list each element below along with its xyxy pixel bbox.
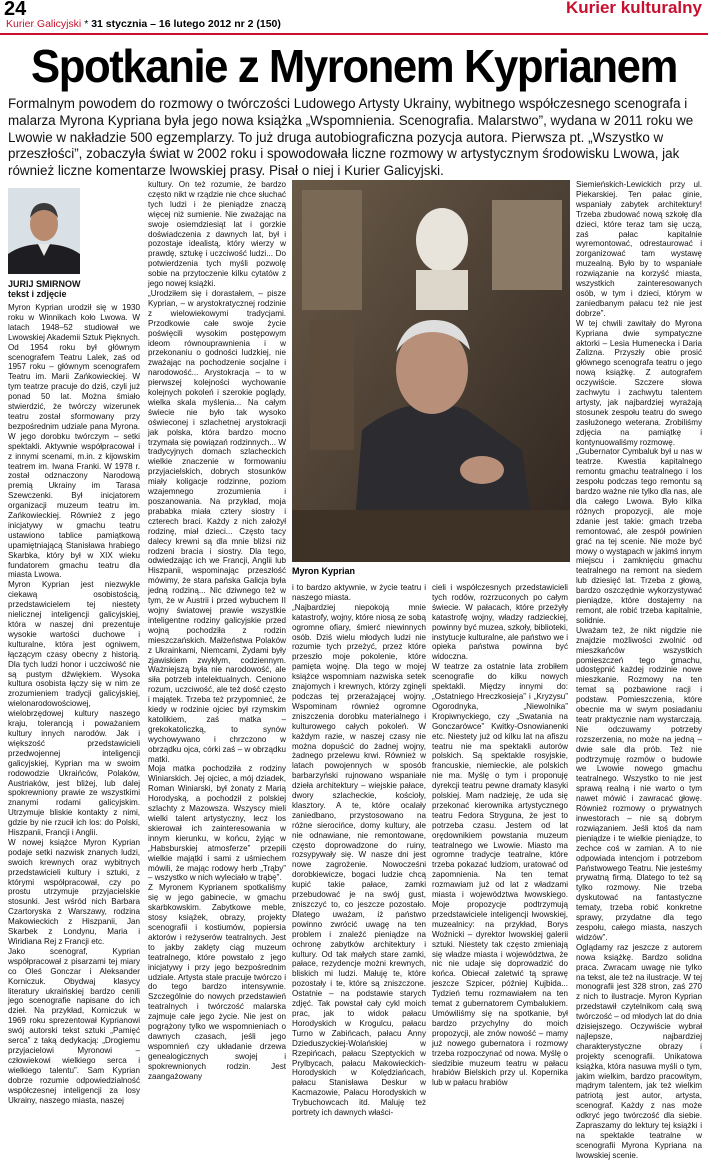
article-column-2 bbox=[148, 180, 286, 1098]
section-name: Kurier kulturalny bbox=[565, 0, 702, 17]
photo-caption: Myron Kyprian bbox=[292, 566, 356, 576]
article-lead: Formalnym powodem do rozmowy o twórczości Ludowego Artysty Ukrainy, wybitnego współczesnego scenografa i malarza Myrona Kypriana była jego nowa książka „Wspomnienia. Scenografia. Malarstwo”, wydana w 2011 roku we Lwowie w nakładzie 500 egzemplarzy. To już druga autobiograficzna pozycja autora. Pierwsza pt. „Wszystko w przeszłości”, zobaczyła świat w 2002 roku i spowodowała liczne rozmowy w artystycznym środowisku Lwowa, jak również liczne komentarze lwowskiej prasy. Pisał o niej i Kurier Galicyjski. bbox=[8, 96, 694, 179]
column-5-text: Siemieńskich-Lewickich przy ul. Piekarskiej. Ten pałac ginie, wspaniały zabytek architektury! Trzeba zbudować nową szkołę dla dzieci, które teraz tam się uczą, zaś pałac kapitalnie wyremontować, odrestaurować i zorganizować tam wystawę muzealną. Było by to wspaniałe rozwiązanie na korzyść miasta, wszystkich zainteresowanych osób, w tym i dzieci, którym w zaniedbanym pałacu też nie jest dobrze”. W tej chwili zawitały do Myrona Kypriana dwie sympatyczne aktorki – Lesia Humenecka i Daria Zalizna. Przyszły obie prosić głównego scenografa teatru o jego nową książkę. Z autografem oczywiście. Szczere słowa zachwytu i zachwytu talentem artysty, jak najbardziej wyrażają stosunek zespołu teatru do swego zasłużonego weterana. Zrobiliśmy zdjęcia na pamiątkę i kontynuowaliśmy rozmowę. „Gubernator Cymbaluk był u nas w teatrze. Kwestia kapitalnego remontu gmachu teatralnego i los zespołu podczas tego remontu są bardzo ważne nie tylko dla nas, ale dla całego Lwowa. Było kilka różnych propozycji, ale moje zdanie jest takie: gmach trzeba remontować, ale zespół powinien grać na tej scenie. Nie może być mowy o wystąpach w jakimś innym miejscu i zamknięciu gmachu teatralnego na remont na siedem lub dziesięć lat. Trzeba z głową, bardzo oszczędnie wykorzystywać pieniądze, które dostajemy na remont, ale robić trzeba kapitalnie, solidnie. Uważam też, że nikt nigdzie nie znajdzie możliwości zwolnić od mieszkańców wszystkich pomieszczeń tego gmachu, udostępnić każdej rodzinie nowe mieszkanie. Rozmowy na ten temat są pozbawione racji i podstaw. Pomieszczenia, które obecnie ma w swym posiadaniu teatr praktycznie nam wystarczają. Nie odczuwamy potrzeby rozszerzenia, no może na jedną – dwie sale dla prób. Też nie podtrzymuję rozmów o budowie we Lwowie nowego gmachu teatralnego. Wszystko to nie jest sprawą realną i nie warto o tym nawet mówić i zawracać głowę. Również rozmowy o prywatnych inwestorach – nie są dobrym rozwiązaniem. Jeśli ktoś da nam pieniądze i te wielkie pieniądze, to zechce coś w zamian. A to nie odpowiada intencjom i potrzebom Państwowego Teatru. Nie jesteśmy prywatną firmą. Dlatego to też są tylko rozmowy. Nie trzeba dyskutować na fantastyczne tematy, trzeba robić konkretne sprawy, przydatne dla tego zespołu, całego miasta, naszych widzów”. Oglądamy raz jeszcze z autorem nowa książkę. Bardzo solidna praca. Zwracam uwagę nie tylko na tekst, ale też na ilustracje. W tej monografii jest 328 stron, zaś 270 z nich to ilustracje. Myron Kyprian przedstawił czytelnikom całą swą twórczość – od młodych lat do dnia dzisiejszego. Oczywiście wybrał najlepsze, najbardziej charakterystyczne obrazy i projekty scenografii. Unikatowa książka, która nasuwa myśli o tym, jakim wielkim, bardzo pracowitym, mądrym talentem, jak też wielkim patriotą jest autor, artysta, scenograf. Każdy z nas może odkryć jego twórczość dla siebie. Zapraszamy do lektury tej książki i na spektakle teatralne w scenografii Myrona Kypriana na lwowskiej scenie. bbox=[576, 180, 702, 1160]
author-role: tekst i zdjęcie bbox=[8, 289, 67, 299]
header-rule bbox=[0, 33, 708, 35]
article-column-4 bbox=[432, 583, 568, 1098]
column-4-text: cieli i współczesnych przedstawicieli tych rodów, rozrzuconych po całym świecie. W pałacach, które przeżyły katastrofę wojny, władzy radzieckiej, powinny być muzea, szkoły, biblioteki, instytucje kulturalne, ale państwo we i opieka państwa powinna być widoczna. W teatrze za ostatnie lata zrobiłem scenografie do kilku nowych spektakli. Między innymi do: „Ostatniego Hreczkosieja” i „Kryzysu” Ogorodnyka, „Niewolnika” Kropiwnyckiego, czy „Swatania na Gonczarówce” Kwitky-Osnowianenki etc. Niestety już od kilku lat na afiszu teatru nie ma spektakli autorów polskich. Są spektakle rosyjskie, francuskie, niemieckie, ale polskich nie ma. Myślę o tym i proponuję dyrekcji teatru pewne dramaty klasyki polskiej. Mam nadzieję, że uda się przekonać kierownika artystycznego teatru Fedora Strygunа, że jest to potrzeba czasu. Jestem od lat orędownikiem powstania muzeum teatralnego we Lwowie. Miasto ma ogromne tradycje teatralne, które trzeba pokazać ludziom, uratować od zapomnienia. Na ten temat rozmawiam już od lat z władzami miasta i województwa lwowskiego. Moje propozycje podtrzymują przedstawiciele inteligencji lwowskiej, muzealnicy: na przykład, Borys Woźnicki – dyrektor lwowskiej galerii sztuki. Niestety tak często zmieniają się władze miasta i województwa, że nic nie udaje się doprowadzić do końca. Obiecał zaletwić tą sprawę jeszcze Szpicer, później Kujbida... Tydzień temu rozmawiałem na ten temat z gubernatorem Cymbalukiem. Umówiliśmy się na spotkanie, był bardzo przychylny do moich propozycji, ale znów nowość – mamy już nowego gubernatora i rozmowy trzeba rozpoczynać od nowa. Myślę o siedzibie muzeum teatru w pałacu hrabiów Bielskich przy ul. Kopernika lub w pałacu hrabiów bbox=[432, 583, 568, 1088]
column-3-text: i to bardzo aktywnie, w życie teatru i naszego miasta. „Najbardziej niepokoją mnie katastrofy, wojny, które niosą ze sobą ogromne ofiary, śmierć niewinnych osób. Dziś wielu młodych ludzi nie rozumie tych przeżyć, przez które przeszło moje pokolenie, które pamięta wojnę. Dla tego w mojej książce wspomniam nazwiska setek znajomych i krewnych, którzy zginęli podczas tej przerażającej wojny. Wspominam również ogromne zniszczenia dorobku materialnego i kulturowego całych pokoleń. W każdym razie, w naszej czasy nie można dopuścić do żadnej wojny, żadnego przelewu krwi. Również w latach powojennych w sposób barbarzyński rujnowano wspaniałe dzieła architektury – wiejskie pałace, dwory szlacheckie, kościoły, klasztory. A te, które ocalały zaniedbano, przystosowano na różne sierocińce, domy kultury, ale nie odnawiane, nie remontowane, często doprowadzone do ruiny, rozsypywały się. W nasze dni jest nowe zagrożenie. Nowocześni dorobkiewicze, bogaci ludzie chcą kupić takie pałace, zamki przebudować je na swój gust, zniszczyć to, co jeszcze pozostało. Dlatego uważam, iż państwo powinno zwrócić uwagę na ten problem i znaleźć pieniądze na ochronę zabytków architektury i kultury. Od tak małych stare zamki, pałace, rezydencje możni krewnych, bliskich mi ludzi. Małuję te, które pozostały i te, które są zniszczone. Ostatnie – na podstawie starych zdjęć. Tak powstał cały cykl moich prac, jak to widok pałacu Horodyskich w Krogulcu, pałacu Turno w Zabińcach, pałacu Anny Dzieduszyckiej-Wolańskiej w Rzepińcach, pałacu Szeptyckich w Prylbycach, pałacu Makowieckich-Horodyskich w Kolędziańcach, pałacu Stanisława Deskur w Kacmazowie, Pałacu Horodyskich w Trybuchowcach itd. Maluję też portrety ich dawnych właści- bbox=[292, 583, 426, 1118]
author-name: JURIJ SMIRNOW bbox=[8, 279, 81, 289]
article-title: Spotkanie z Myronem Kyprianem bbox=[31, 40, 677, 92]
header-separator: * bbox=[84, 18, 89, 30]
column-2-text: kultury. On też rozumie, że bardzo często nikt w rządzie nie chce słuchać tych ludzi i że pieniądze znaczą więcej niż sumienie. Nie zważając na swoje osiemdziesiąt lat i gorzkie doświadczenia z dawnych lat, był i pozostaje idealistą, który wierzy w prawdę, sztukę i uczciwość ludzi... Do potwierdzenia tych myśli pozwolę sobie na przytoczenie kilku cytatów z jego nowej książki. „Urodziłem się i dorastałem, – pisze Kyprian, – w arystokratycznej rodzinie z wielowiekowymi tradycjami. Przodkowie całe swoje życie poświęcili wysokim postępowym ideom równouprawnienia i w przekonaniu o godności ludzkiej, nie zważając na pochodzenie socjalne i narodowość... Arystokracja – to w pierwszej kolejności wychowanie kolejnych pokoleń i szerokie poglądy, wielka skala myślenia... Na całym świecie nie było tak wysoko oświeconej i szlachetnej arystokracji jak polska, która bardzo mocno trzymała się powiązań rodzinnych... W tradycyjnych domach szlacheckich wielkie znaczenie w formowaniu przyjacielskich, dobrych stosunków miały koligacje rodzinne, poziom wzajemnego zrozumienia i poszanowania. Na przykład, moja prababka miała cztery siostry i czterech braci. Każdy z nich założył rodzinę, miał dzieci... Często tacy dalecy krewni są dla mnie bliżsi niż rodzeni bracia i siostry. Dla tego, odwiedzając ich we Francji, Anglii lub Hiszpanii, wspominając przeszłość mówimy, że stara pańska Galicja była jedną rodziną... Nic dziwnego też w tym, że w Austrii i przed wybuchem II wojny światowej prawie wszystkie inteligentne rodziny galicyjskie przed wojną pochodziła z rodzin mieszczańskich. Małżeństwa Polaków z Ukrainkami, Niemcami, Żydami były zjawiskiem zwykłym, codziennym. Ważniejszą była nie narodowość, ale siła potrzeb intelektualnych. Ceniono rozum, uczciwość, ale też dość często i majątek. Trzeba też przypomnieć, że kiedy w rodzinie ojciec był rzymskim katolikiem, zaś matka – grekokatoliczką, to synów wychowywano i chrzczono w obrządku ojca, córki zaś – w obrządku matki. Moja matka pochodziła z rodziny Winiarskich. Jej ojciec, a mój dziadek, Roman Winiarski, był żonaty z Marią Horodyską, a pochodził z polskiej szlachty z Mazowsza. Wszyscy mieli wielki talent artystyczny, lecz los skierował ich zainteresowania w innym kierunku, w końcu, żyjąc w „Habsburskiej atmosferze” przepili wielkie majątki i sami z uśmiechem mówili, że mając rodowy herb „Trąby” – wszystko w nich wyleciało w trąbę”. Z Myronem Kyprianem spotkaliśmy się w jego gabinecie, w gmachu skarbkowskim. Zabytkowe meble, stosy książek, obrazy, projekty scenografii i kostiumów, popiersia aktorów i reżyserów teatralnych. Jest to jakby zaklęty ciąg muzeum teatralnego, które powstało z jego inicjatywy i przy jego bezpośrednim udziale. Artysta stale pracuje twórczo i do tego bardzo intensywnie. Szczególnie do nowych przedstawień teatralnych i twórczość malarska zajmuje całe jego życie. Nie jest on pogrążony tylko we wspomnieniach o dawnych czasach, jeśli jego wspomnień czy układanie drzewa genealogicznych swojej i spokrewnionych rodzin. Jest zaangażowany bbox=[148, 180, 286, 1081]
author-portrait-photo bbox=[8, 188, 80, 274]
magazine-name: Kurier Galicyjski bbox=[6, 18, 82, 30]
issue-info bbox=[6, 18, 281, 30]
interview-photo bbox=[292, 180, 570, 562]
article-column-5 bbox=[576, 180, 702, 1160]
issue-date: 31 stycznia – 16 lutego 2012 nr 2 (150) bbox=[91, 18, 281, 30]
page-number: 24 bbox=[4, 0, 27, 20]
article-column-1 bbox=[8, 303, 140, 1105]
column-1-text: Myron Kyprian urodził się w 1930 roku w Winnikach koło Lwowa. W latach 1948–52 studiował we Lwowskiej Akademii Sztuk Pięknych. Od 1954 roku był głównym scenografem Teatru Lalek, zaś od 1957 roku – głównym scenografem Teatru im. Marii Zańkowieckiej. W tym teatrze pracuje do dziś, czyli już ponad 50 lat. Można śmiało stwierdzić, że twórczy wizerunek teatru został sformowany przy bezpośrednim udziale pana Myrona. W jego dorobku twórczym – setki spektakli. Aktywnie współpracował i z innymi scenami, m.in. z kijowskim teatrem im. Iwana Franki. W 1978 r. został odznaczony Narodową premią Ukrainy im Tarasa Szewczenki. Był inicjatorem organizacji muzeum teatru im. Zańkowieckiej. Również z jego inicjatywy w gmachu teatru ustawiono tablice pamiątkową upamiętniającą Stanisława hrabiego Skarbka, który był w XIX wieku fundatorem gmachu teatru dla miasta Lwowa. Myron Kyprian jest niezwykle ciekawą osobistością, przedstawicielem tej niestety nielicznej inteligencji galicyjskiej, która w naszej dni prezentuje wysokie wartości duchowe i kulturalne, która jest ogniwem, łączącym czasy obecny z historią. Dla tych ludzi honor i uczciwość nie są pustym dźwiękiem. Wysoka kultura osobista łączy się w nim ze zrozumieniem tradycji galicyjskiej, wielonarodowościowej, wielobrzędowej kultury naszego kraju, tolerancją i poważaniem kultury innych narodów. Jak i większość przedstawicieli przedwojennej inteligencji galicyjskiej, Kyprian ma w swoim rodowodzie Ukraińców, Polaków, Austriaków, jest bliżej, lub dalej spokrewniony prawie ze wszystkimi znanymi rodami galicyjskim. Utrzymuje bliskie kontakty z nimi, gdzie by nie rzucił ich los: do Polski, Hiszpanii, Francji i Anglii. W nowej książce Myron Kyprian podaje setki nazwisk znanych ludzi, swoich krewnych oraz wybitnych przedstawicieli kultury i sztuki, z którymi współpracował, czy po prostu utrzymuje przyjacielskie stosunki. Jest wśród nich Barbara Czartoryska z Warszawy, rodzina Makowieckich z Hiszpanii, Jan Skarbek z Londynu, Maria i Wiridiana Rej z Francji etc. Jako scenograf, Kyprian współpracował z pisarzami tej miary co Oleś Gonczar i Aleksander Korniczuk. Obydwaj klasycy literatury ukraińskiej bardzo cenili jego scenografie napisane do ich dzieł. Na przykład, Korniczuk w 1969 roku sprezentował Kyprianowi swój autorski tekst sztuki „Pamięć serca” z taką dedykacją: „Drogiemu przyjacielowi Myronowi – człowiekowi wielkiego serca i wielkiego talentu”. Sam Kyprian dobrze rozumie odpowiedzialność współczesnej inteligencji za losy Ukrainy, naszego miasta, naszej bbox=[8, 303, 140, 1105]
author-byline bbox=[8, 279, 81, 299]
article-column-3 bbox=[292, 583, 426, 1118]
page-header bbox=[0, 0, 708, 34]
